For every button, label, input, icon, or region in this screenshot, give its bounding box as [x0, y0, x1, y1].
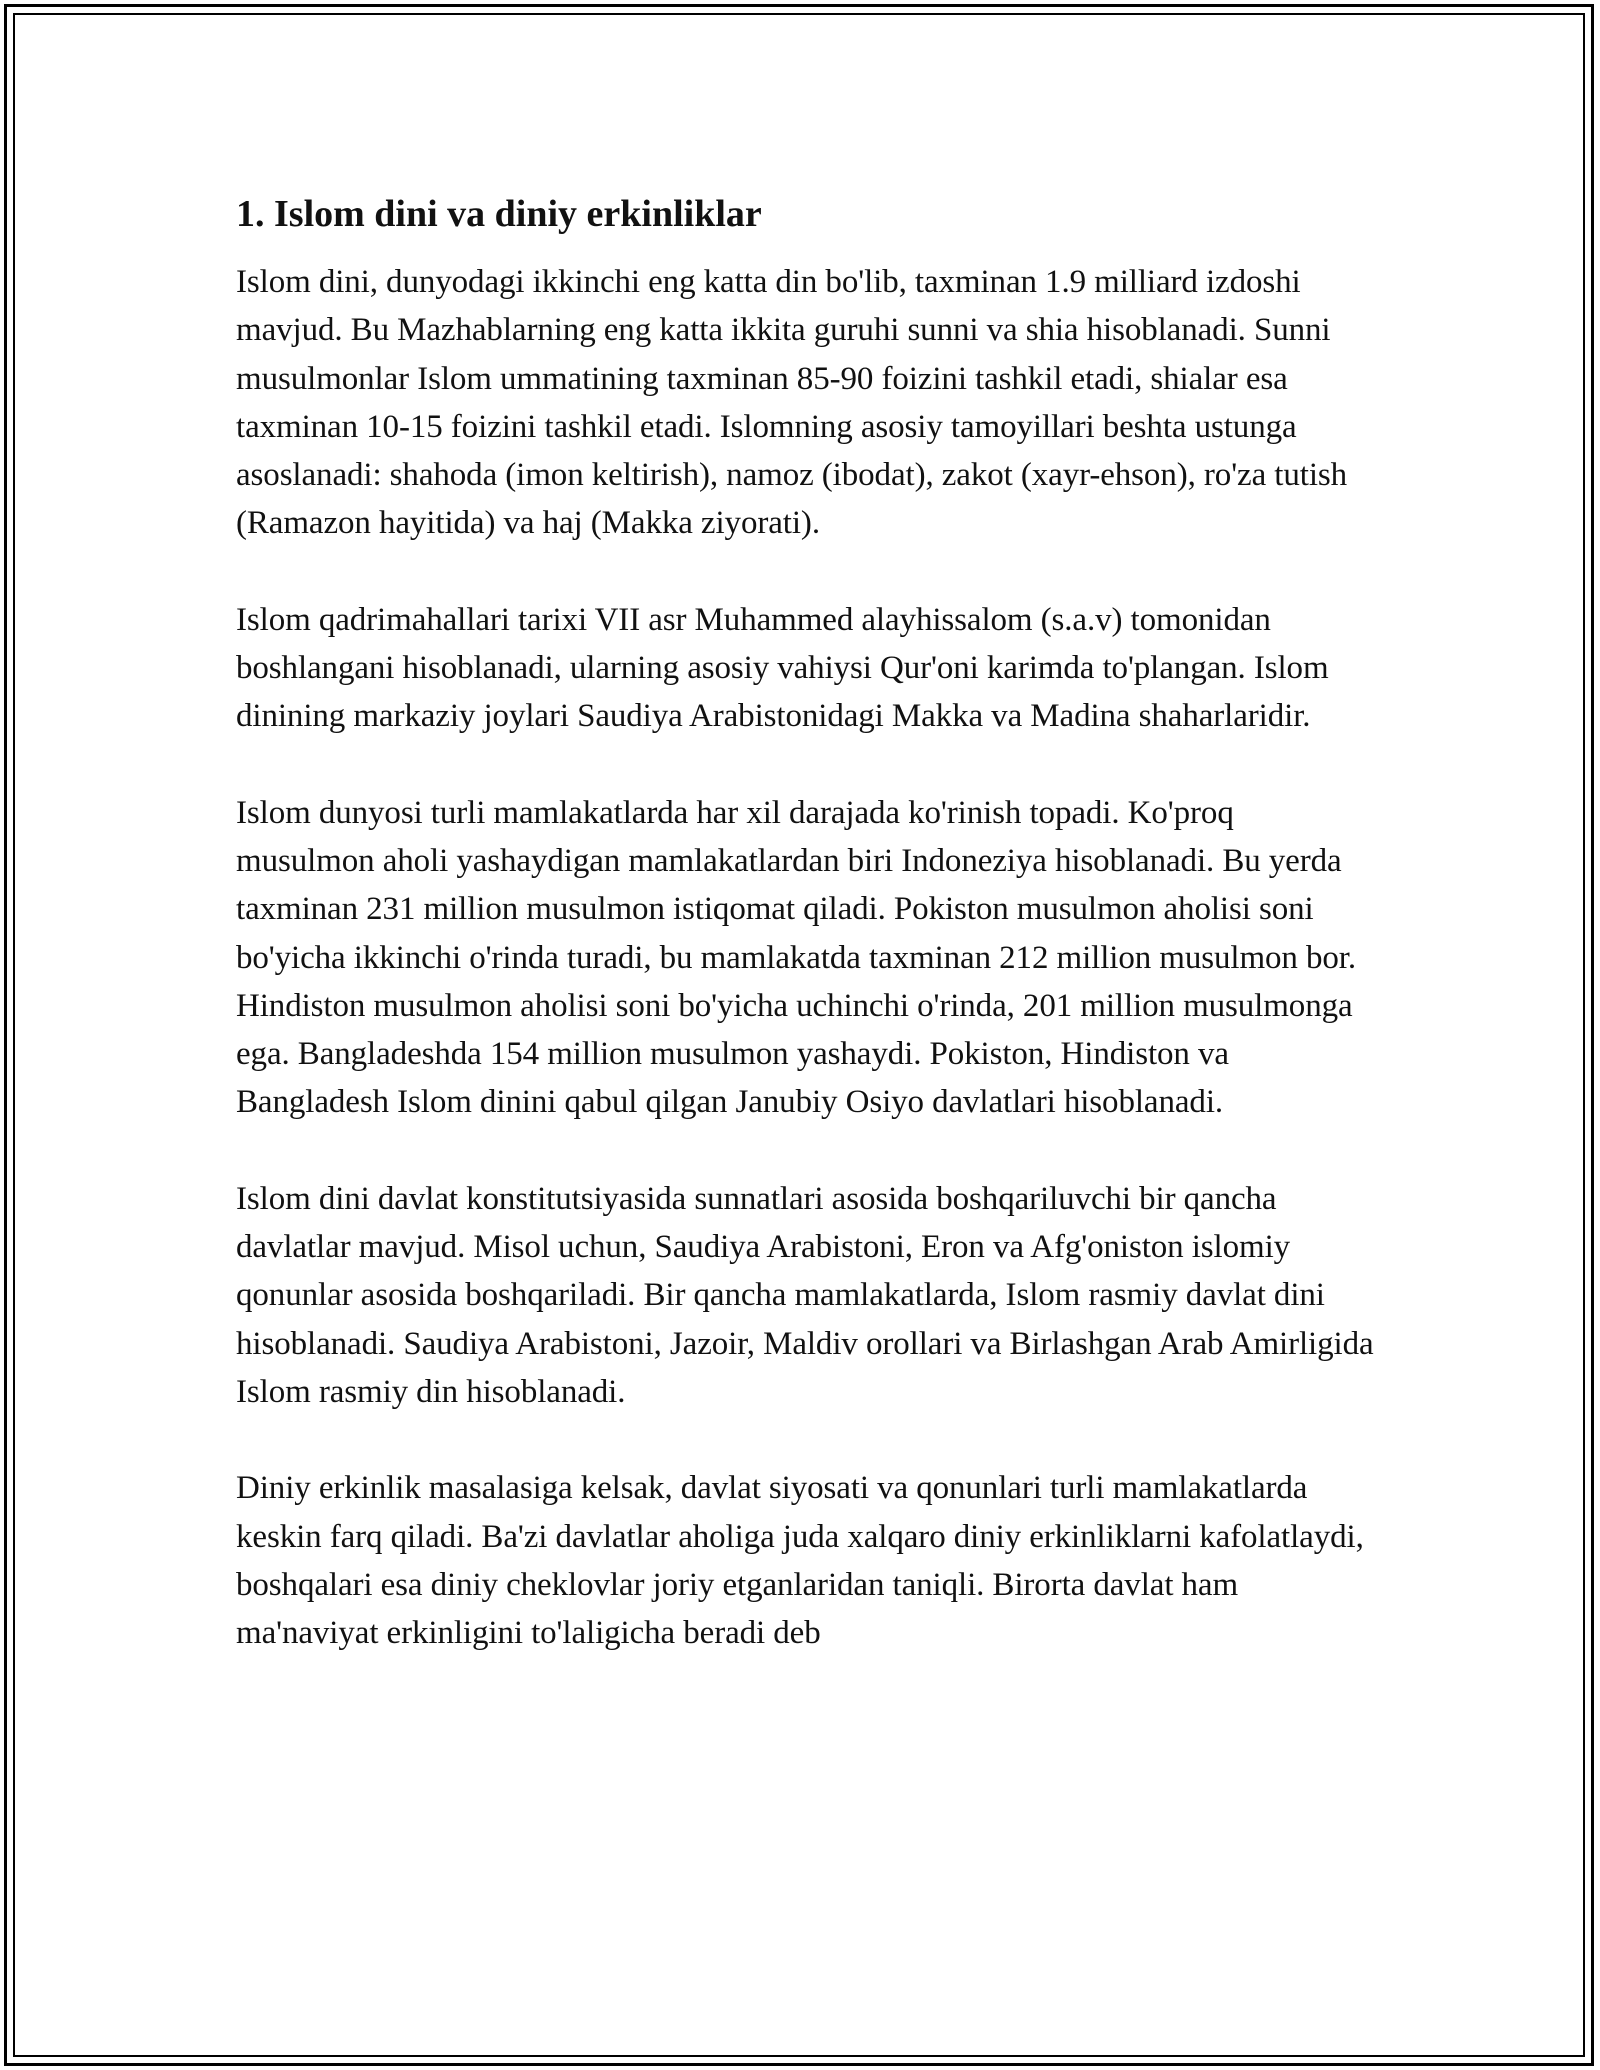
document-body [236, 188, 1376, 1705]
paragraph-3: Islom dunyosi turli mamlakatlarda har xil darajada ko'rinish topadi. Ko'proq musulmon aholi yashaydigan mamlakatlardan biri Indoneziya hisoblanadi. Bu yerda taxminan 231 million musulmon istiqomat qiladi. Pokiston musulmon aholisi soni bo'yicha ikkinchi o'rinda turadi, bu mamlakatda taxminan 212 million musulmon bor. Hindiston musulmon aholisi soni bo'yicha uchinchi o'rinda, 201 million musulmonga ega. Bangladeshda 154 million musulmon yashaydi. Pokiston, Hindiston va Bangladesh Islom dinini qabul qilgan Janubiy Osiyo davlatlari hisoblanadi. [236, 794, 1357, 1121]
paragraph-1: Islom dini, dunyodagi ikkinchi eng katta din bo'lib, taxminan 1.9 milliard izdoshi mavjud. Bu Mazhablarning eng katta ikkita guruhi sunni va shia hisoblanadi. Sunni musulmonlar Islom ummatining taxminan 85-90 foizini tashkil etadi, shialar esa taxminan 10-15 foizini tashkil etadi. Islomning asosiy tamoyillari beshta ustunga asoslanadi: shahoda (imon keltirish), namoz (ibodat), zakot (xayr-ehson), ro'za tutish (Ramazon hayitida) va haj (Makka ziyorati). [236, 264, 1348, 542]
paragraph-5: Diniy erkinlik masalasiga kelsak, davlat siyosati va qonunlari turli mamlakatlarda keskin farq qiladi. Ba'zi davlatlar aholiga juda xalqaro diniy erkinliklarni kafolatlaydi, boshqalari esa diniy cheklovlar joriy etganlaridan taniqli. Birorta davlat ham ma'naviyat erkinligini to'laligicha beradi deb [236, 1470, 1364, 1652]
paragraph-2: Islom qadrimahallari tarixi VII asr Muhammed alayhissalom (s.a.v) tomonidan boshlangani hisoblanadi, ularning asosiy vahiysi Qur'oni karimda to'plangan. Islom dinining markaziy joylari Saudiya Arabistonidagi Makka va Madina shaharlaridir. [236, 601, 1329, 735]
section-heading: 1. Islom dini va diniy erkinliklar [236, 193, 762, 235]
paragraph-4: Islom dini davlat konstitutsiyasida sunnatlari asosida boshqariluvchi bir qancha davlatlar mavjud. Misol uchun, Saudiya Arabistoni, Eron va Afg'oniston islomiy qonunlar asosida boshqariladi. Bir qancha mamlakatlarda, Islom rasmiy davlat dini hisoblanadi. Saudiya Arabistoni, Jazoir, Maldiv orollari va Birlashgan Arab Amirligida Islom rasmiy din hisoblanadi. [236, 1180, 1374, 1410]
